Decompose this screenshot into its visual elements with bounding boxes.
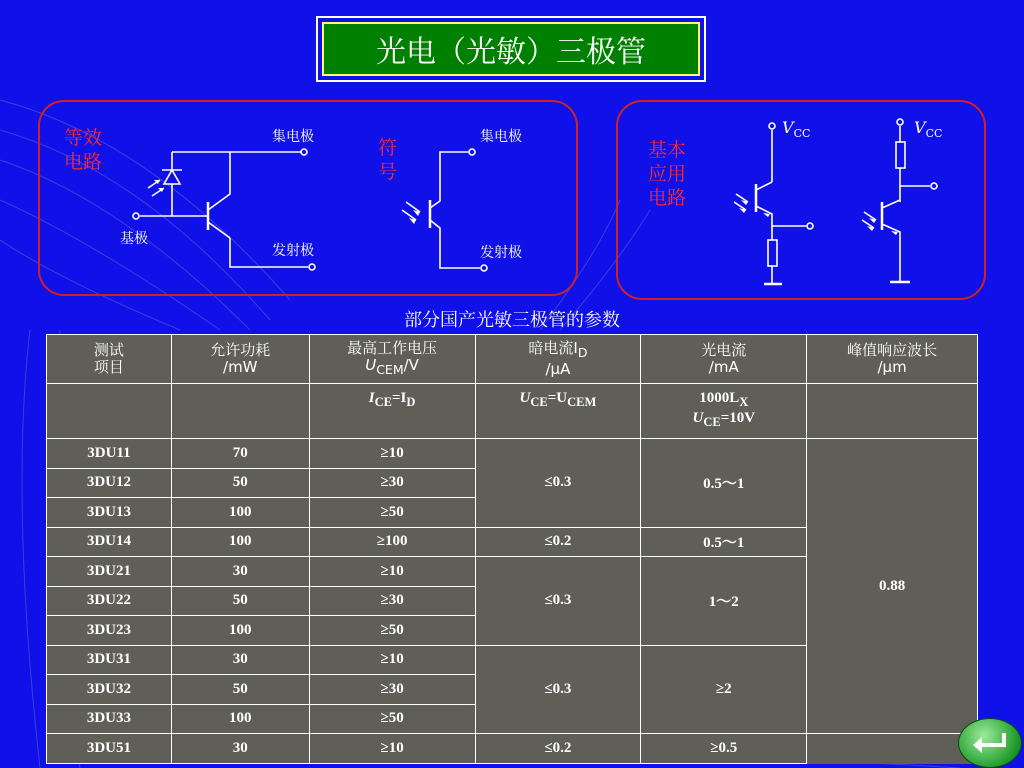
condition-voltage: $I_{CE}=I_D$ — [309, 384, 475, 439]
cell-voltage: ≥30 — [309, 468, 475, 498]
cell-power: 100 — [171, 616, 309, 646]
cell-model: 3DU12 — [47, 468, 172, 498]
cell-power: 100 — [171, 498, 309, 528]
cell-voltage: ≥50 — [309, 616, 475, 646]
cell-power: 50 — [171, 586, 309, 616]
application-circuit-label: 基本 应用 电路 — [648, 139, 687, 209]
vcc-label-2: $V_{CC}$ — [914, 118, 943, 141]
equivalent-circuit-label: 等效 电路 — [64, 127, 103, 173]
cell-voltage: ≥10 — [309, 645, 475, 675]
condition-empty-2 — [171, 384, 309, 439]
symbol-label: 符 号 — [378, 137, 398, 183]
cell-dark-current: ≤0.3 — [475, 645, 641, 734]
cell-voltage: ≥10 — [309, 439, 475, 469]
table-row — [47, 734, 978, 764]
cell-model: 3DU31 — [47, 645, 172, 675]
condition-empty-1 — [47, 384, 172, 439]
cell-voltage: ≥10 — [309, 734, 475, 764]
cell-photo-current: ≥0.5 — [641, 734, 807, 764]
application-circuit-panel — [616, 100, 986, 300]
cell-dark-current: ≤0.2 — [475, 527, 641, 557]
cell-model: 3DU51 — [47, 734, 172, 764]
cell-peak-wavelength: 0.88 — [807, 439, 978, 734]
header-max-voltage: 最高工作电压 $U_{CEM}/V$ — [309, 335, 475, 384]
emitter-label-2: 发射极 — [480, 245, 522, 261]
condition-photo-current: $1000L_X$ $U_{CE}=10V$ — [641, 384, 807, 439]
condition-dark-current: $U_{CE}=U_{CEM}$ — [475, 384, 641, 439]
cell-power: 30 — [171, 734, 309, 764]
title-frame — [316, 16, 706, 82]
cell-voltage: ≥10 — [309, 557, 475, 587]
cell-model: 3DU23 — [47, 616, 172, 646]
cell-voltage: ≥30 — [309, 675, 475, 705]
table-row — [47, 439, 978, 469]
cell-model: 3DU11 — [47, 439, 172, 469]
base-label: 基极 — [120, 231, 148, 247]
cell-power: 70 — [171, 439, 309, 469]
cell-model: 3DU32 — [47, 675, 172, 705]
return-arrow-icon — [970, 730, 1010, 756]
header-dark-current: 暗电流$I_D$ /μA — [475, 335, 641, 384]
header-power: 允许功耗 /mW — [171, 335, 309, 384]
cell-voltage: ≥100 — [309, 527, 475, 557]
header-test-item: 测试 项目 — [47, 335, 172, 384]
cell-power: 50 — [171, 468, 309, 498]
cell-model: 3DU22 — [47, 586, 172, 616]
cell-model: 3DU33 — [47, 704, 172, 734]
cell-power: 100 — [171, 527, 309, 557]
cell-model: 3DU14 — [47, 527, 172, 557]
header-photo-current: 光电流 /mA — [641, 335, 807, 384]
cell-power: 50 — [171, 675, 309, 705]
cell-photo-current: 0.5～1 — [641, 527, 807, 557]
cell-photo-current: ≥2 — [641, 645, 807, 734]
equivalent-circuit-panel — [38, 100, 578, 296]
cell-voltage: ≥30 — [309, 586, 475, 616]
cell-dark-current: ≤0.3 — [475, 557, 641, 646]
header-peak-wavelength: 峰值响应波长 /μm — [807, 335, 978, 384]
cell-dark-current: ≤0.2 — [475, 734, 641, 764]
cell-model: 3DU13 — [47, 498, 172, 528]
cell-voltage: ≥50 — [309, 704, 475, 734]
parameters-table — [46, 334, 978, 764]
cell-model: 3DU21 — [47, 557, 172, 587]
table-header-row — [47, 335, 978, 384]
cell-photo-current: 1～2 — [641, 557, 807, 646]
cell-power: 100 — [171, 704, 309, 734]
collector-label-1: 集电极 — [272, 129, 314, 145]
cell-photo-current: 0.5～1 — [641, 439, 807, 528]
table-caption: 部分国产光敏三极管的参数 — [404, 310, 620, 331]
slide-title: 光电（光敏）三极管 — [322, 22, 700, 76]
cell-power: 30 — [171, 557, 309, 587]
return-button[interactable] — [958, 718, 1022, 768]
cell-voltage: ≥50 — [309, 498, 475, 528]
vcc-label-1: $V_{CC}$ — [782, 118, 811, 141]
cell-power: 30 — [171, 645, 309, 675]
collector-label-2: 集电极 — [480, 129, 522, 145]
table-condition-row — [47, 384, 978, 439]
condition-empty-3 — [807, 384, 978, 439]
emitter-label-1: 发射极 — [272, 243, 314, 259]
cell-dark-current: ≤0.3 — [475, 439, 641, 528]
